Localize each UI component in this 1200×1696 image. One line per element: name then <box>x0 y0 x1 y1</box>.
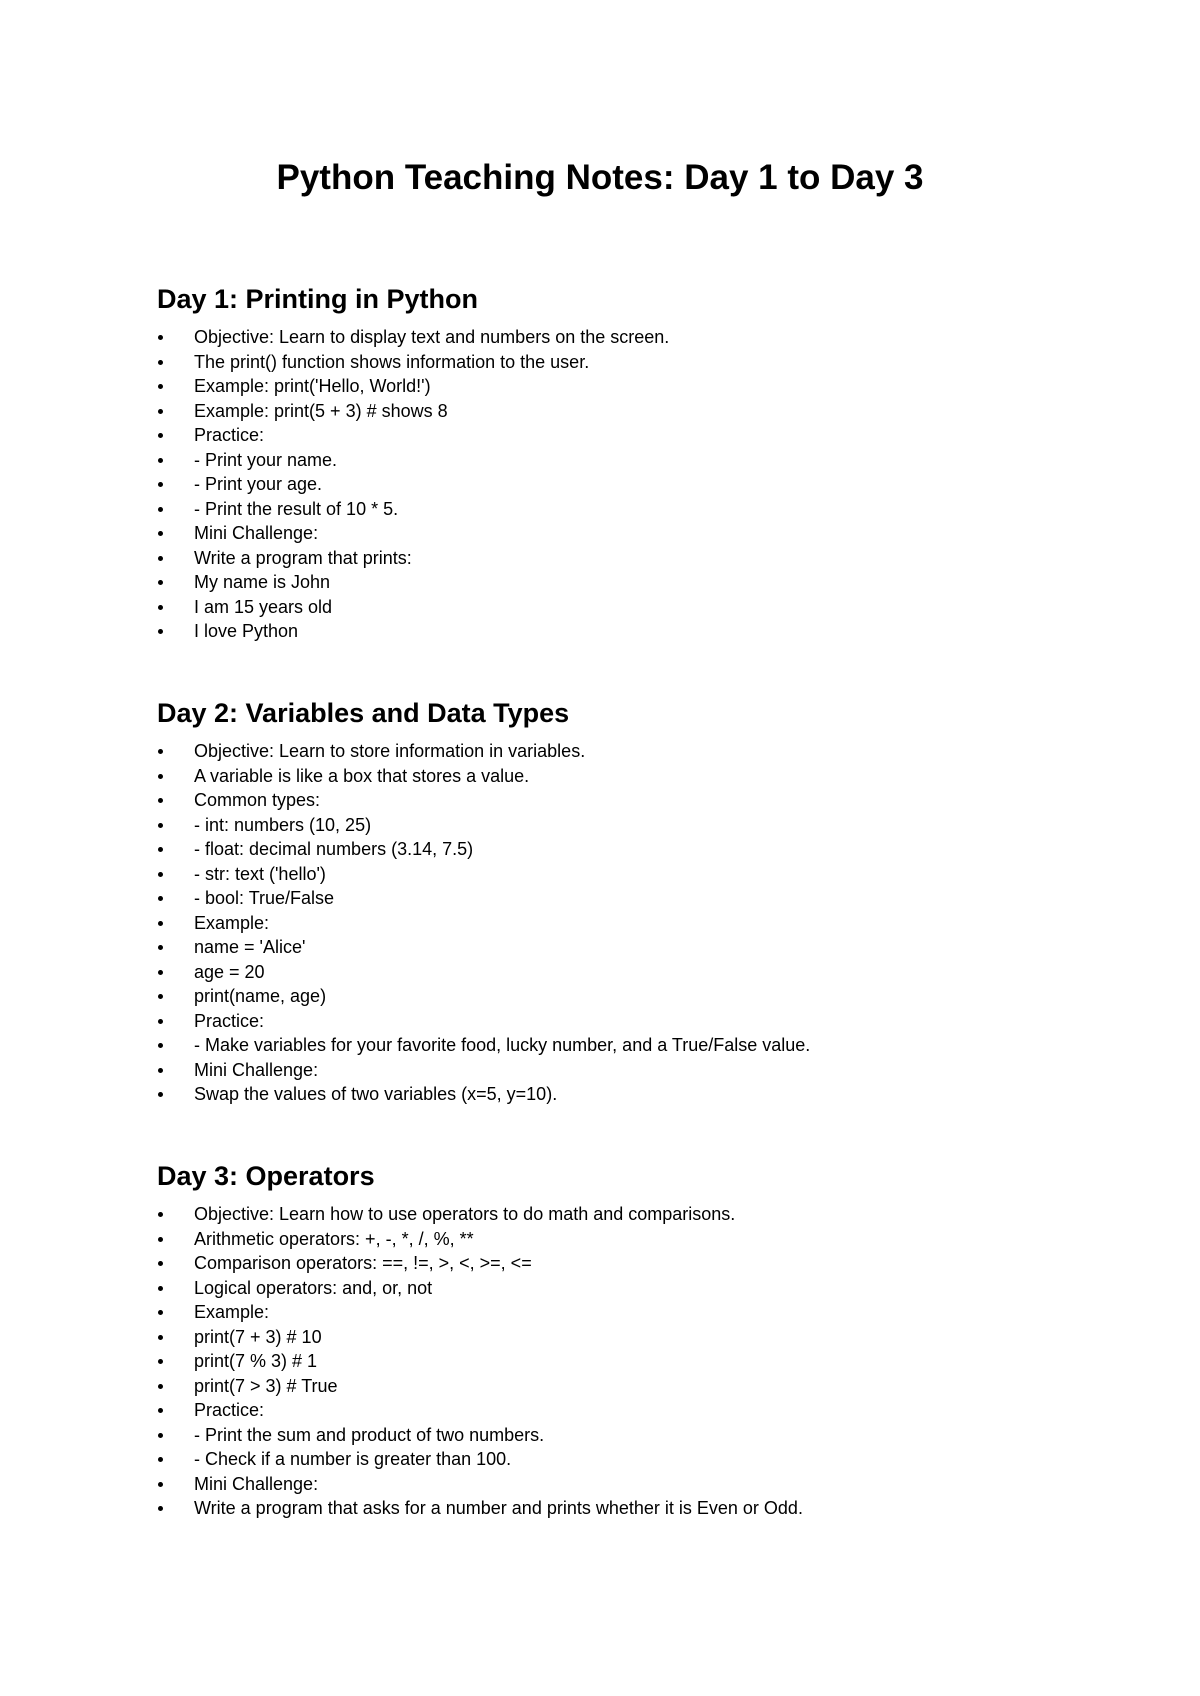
list-item-text: Practice: <box>194 425 265 445</box>
bullet-icon <box>158 1068 163 1073</box>
list-item-text: I love Python <box>194 621 299 641</box>
list-item <box>157 862 1117 887</box>
list-item <box>157 448 1117 473</box>
bullet-icon <box>158 823 163 828</box>
list-item <box>157 1251 1117 1276</box>
list-item <box>157 1227 1117 1252</box>
bullet-icon <box>158 1408 163 1413</box>
list-item-text: Arithmetic operators: +, -, *, /, %, ** <box>194 1228 474 1249</box>
list-item <box>157 521 1117 546</box>
list-item-text: Mini Challenge: <box>194 1473 319 1494</box>
list-item-text: Logical operators: and, or, not <box>194 1277 433 1298</box>
bullet-icon <box>158 945 163 950</box>
bullet-icon <box>158 872 163 877</box>
list-item-text: - Print the sum and product of two numbers. <box>194 1424 545 1445</box>
bullet-icon <box>158 1043 163 1048</box>
list-item-text: Example: print(5 + 3) # shows 8 <box>194 400 448 421</box>
section-day-2 <box>157 697 1117 1107</box>
list-item-text: - float: decimal numbers (3.14, 7.5) <box>194 839 474 859</box>
bullet-icon <box>158 629 163 634</box>
list-item <box>157 350 1117 375</box>
bullet-icon <box>158 433 163 438</box>
list-item <box>157 1472 1117 1497</box>
list-item-text: The print() function shows information to the user. <box>194 351 590 372</box>
list-item-text: - str: text ('hello') <box>194 863 326 884</box>
section-heading: Day 2: Variables and Data Types <box>157 698 570 728</box>
list-item-text: Objective: Learn to store information in variables. <box>194 741 586 761</box>
list-item <box>157 911 1117 936</box>
list-item-text: Comparison operators: ==, !=, >, <, >=, <= <box>194 1253 532 1273</box>
list-item-text: Write a program that asks for a number and prints whether it is Even or Odd. <box>194 1498 803 1518</box>
bullet-icon <box>158 1212 163 1217</box>
bullet-icon <box>158 458 163 463</box>
bullet-icon <box>158 1433 163 1438</box>
list-item-text: age = 20 <box>194 961 265 982</box>
bullet-icon <box>158 921 163 926</box>
list-item <box>157 1349 1117 1374</box>
section-heading: Day 1: Printing in Python <box>157 284 479 314</box>
list-item-text: Swap the values of two variables (x=5, y=10). <box>194 1084 558 1104</box>
bullet-icon <box>158 335 163 340</box>
list-item-text: - bool: True/False <box>194 888 335 908</box>
list-item-text: print(7 + 3) # 10 <box>194 1326 322 1347</box>
list-item <box>157 546 1117 571</box>
list-item-text: - int: numbers (10, 25) <box>194 814 372 835</box>
list-item-text: - Print your age. <box>194 474 323 494</box>
bullet-icon <box>158 360 163 365</box>
list-item <box>157 764 1117 789</box>
bullet-icon <box>158 1359 163 1364</box>
list-item <box>157 595 1117 620</box>
list-item <box>157 1082 1117 1107</box>
list-item <box>157 1276 1117 1301</box>
bullet-list <box>157 325 1117 644</box>
section-day-1 <box>157 283 1117 644</box>
bullet-list <box>157 739 1117 1107</box>
list-item <box>157 1374 1117 1399</box>
list-item-text: Practice: <box>194 1400 265 1420</box>
bullet-icon <box>158 507 163 512</box>
list-item-text: print(7 % 3) # 1 <box>194 1351 318 1371</box>
bullet-icon <box>158 774 163 779</box>
bullet-icon <box>158 409 163 414</box>
bullet-icon <box>158 1019 163 1024</box>
list-item-text: - Check if a number is greater than 100. <box>194 1449 512 1469</box>
list-item-text: Objective: Learn how to use operators to do math and comparisons. <box>194 1204 736 1224</box>
list-item <box>157 886 1117 911</box>
list-item-text: I am 15 years old <box>194 596 333 617</box>
list-item <box>157 1423 1117 1448</box>
list-item <box>157 619 1117 644</box>
list-item-text: My name is John <box>194 572 331 592</box>
list-item-text: - Print your name. <box>194 449 338 470</box>
list-item <box>157 497 1117 522</box>
bullet-icon <box>158 1286 163 1291</box>
bullet-icon <box>158 1384 163 1389</box>
list-item <box>157 813 1117 838</box>
section-heading: Day 3: Operators <box>157 1161 375 1191</box>
list-item-text: Mini Challenge: <box>194 523 319 543</box>
bullet-icon <box>158 798 163 803</box>
list-item-text: A variable is like a box that stores a value. <box>194 765 530 786</box>
bullet-icon <box>158 847 163 852</box>
list-item-text: - Print the result of 10 * 5. <box>194 498 399 519</box>
list-item-text: Mini Challenge: <box>194 1059 319 1080</box>
list-item <box>157 935 1117 960</box>
list-item <box>157 1325 1117 1350</box>
list-item-text: Common types: <box>194 790 321 810</box>
bullet-icon <box>158 1237 163 1242</box>
list-item-text: - Make variables for your favorite food, lucky number, and a True/False value. <box>194 1035 811 1055</box>
list-item <box>157 1447 1117 1472</box>
bullet-icon <box>158 482 163 487</box>
list-item-text: name = 'Alice' <box>194 937 306 957</box>
bullet-icon <box>158 1335 163 1340</box>
bullet-icon <box>158 580 163 585</box>
bullet-icon <box>158 1261 163 1266</box>
bullet-icon <box>158 1482 163 1487</box>
list-item <box>157 374 1117 399</box>
list-item <box>157 399 1117 424</box>
section-day-3 <box>157 1160 1117 1521</box>
list-item <box>157 788 1117 813</box>
list-item-text: Practice: <box>194 1010 265 1031</box>
list-item-text: Example: print('Hello, World!') <box>194 376 431 396</box>
list-item <box>157 984 1117 1009</box>
bullet-icon <box>158 1457 163 1462</box>
list-item <box>157 1033 1117 1058</box>
list-item-text: Objective: Learn to display text and numbers on the screen. <box>194 327 670 347</box>
list-item <box>157 739 1117 764</box>
list-item <box>157 1058 1117 1083</box>
bullet-icon <box>158 749 163 754</box>
bullet-icon <box>158 970 163 975</box>
list-item <box>157 423 1117 448</box>
list-item <box>157 960 1117 985</box>
bullet-icon <box>158 556 163 561</box>
list-item <box>157 1496 1117 1521</box>
bullet-icon <box>158 896 163 901</box>
page-title: Python Teaching Notes: Day 1 to Day 3 <box>276 158 924 197</box>
bullet-icon <box>158 531 163 536</box>
bullet-icon <box>158 1310 163 1315</box>
list-item <box>157 1202 1117 1227</box>
list-item-text: Write a program that prints: <box>194 547 412 568</box>
list-item <box>157 837 1117 862</box>
list-item <box>157 325 1117 350</box>
list-item <box>157 1398 1117 1423</box>
list-item <box>157 1300 1117 1325</box>
list-item-text: print(7 > 3) # True <box>194 1375 338 1396</box>
list-item <box>157 1009 1117 1034</box>
list-item-text: Example: <box>194 1302 270 1322</box>
list-item-text: print(name, age) <box>194 986 327 1006</box>
list-item-text: Example: <box>194 912 270 933</box>
bullet-icon <box>158 1092 163 1097</box>
list-item <box>157 570 1117 595</box>
bullet-icon <box>158 1506 163 1511</box>
bullet-icon <box>158 605 163 610</box>
bullet-icon <box>158 994 163 999</box>
bullet-icon <box>158 384 163 389</box>
bullet-list <box>157 1202 1117 1521</box>
list-item <box>157 472 1117 497</box>
